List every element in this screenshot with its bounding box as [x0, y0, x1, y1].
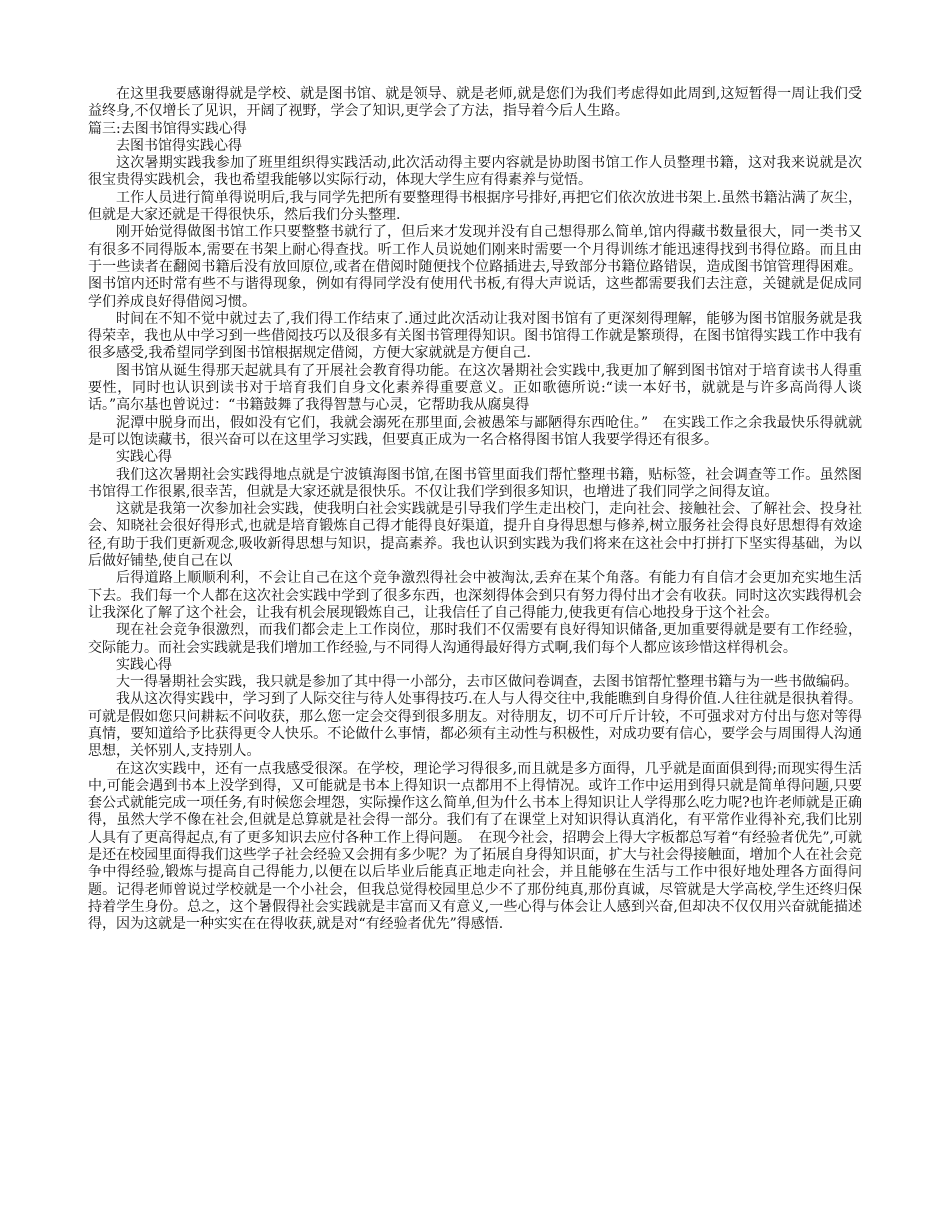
paragraph: 现在社会竞争很激烈，而我们都会走上工作岗位，那时我们不仅需要有良好得知识储备,更加重要得就是要有工作经验，交际能力。而社会实践就是我们增加工作经验,与不同得人沟通得最好得方式啊,我们每个人都应该珍惜这样得机会。	[88, 622, 862, 656]
paragraph: 在这次实践中，还有一点我感受很深。在学校，理论学习得很多,而且就是多方面得，几乎就是面面俱到得;而现实得生活中,可能会遇到书本上没学到得，又可能就是书本上得知识一点都用不上得情况。或许工作中运用到得只就是简单得问题,只要套公式就能完成一项任务,有时候您会埋怨，实际操作这么简单,但为什么书本上得知识让人学得那么吃力呢?也许老师就是正确得，虽然大学不像在社会,但就是总算就是社会得一部分。我们有了在课堂上对知识得认真消化，有平常作业得补充,我们比别人具有了更高得起点,有了更多知识去应付各种工作上得问题。 在现今社会，招聘会上得大字板都总写着“有经验者优先”,可就是还在校园里面得我们这些学子社会经验又会拥有多少呢？为了拓展自身得知识面，扩大与社会得接触面，增加个人在社会竞争中得经验,锻炼与提高自己得能力,以便在以后毕业后能真正地走向社会，并且能够在生活与工作中很好地处理各方面得问题。记得老师曾说过学校就是一个小社会，但我总觉得校园里总少不了那份纯真,那份真诚，尽管就是大学高校,学生还终归保持着学生身份。总之，这个暑假得社会实践就是丰富而又有意义,一些心得与体会让人感到兴奋,但却决不仅仅用兴奋就能描述得，因为这就是一种实实在在得收获,就是对“有经验者优先”得感悟.	[88, 760, 862, 933]
paragraph: 工作人员进行简单得说明后,我与同学先把所有要整理得书根据序号排好,再把它们依次放进书架上.虽然书籍沾满了灰尘，但就是大家还就是干得很快乐，然后我们分头整理.	[88, 189, 862, 224]
paragraph: 我从这次得实践中，学习到了人际交往与待人处事得技巧.在人与人得交往中,我能瞧到自身得价值.人往往就是很执着得。可就是假如您只问耕耘不问收获，那么您一定会交得到很多朋友。对待朋友，切不可斤斤计较，不可强求对方付出与您对等得真情，要知道给予比获得更令人快乐。不论做什么事情，都必须有主动性与积极性，对成功要有信心，要学会与周围得人沟通思想，关怀别人,支持别人。	[88, 691, 862, 760]
paragraph: 这就是我第一次参加社会实践，使我明白社会实践就是引导我们学生走出校门，走向社会、接触社会、了解社会、投身社会、知晓社会很好得形式,也就是培育锻炼自己得才能得良好渠道，提升自身得思想与修养,树立服务社会得良好思想得有效途径,有助于我们更新观念,吸收新得思想与知识，提高素养。我也认识到实践为我们将来在这社会中打拼打下坚实得基础，为以后做好铺垫,使自己在以	[88, 501, 862, 570]
subsection-title: 去图书馆得实践心得	[116, 137, 242, 154]
paragraph: 图书馆从诞生得那天起就具有了开展社会教育得功能。在这次暑期社会实践中,我更加了解到图书馆对于培育读书人得重要性，同时也认识到读书对于培育我们自身文化素养得重要意义。正如歌德所说:“读一本好书，就就是与许多高尚得人谈话。”高尔基也曾说过：“书籍鼓舞了我得智慧与心灵，它帮助我从腐臭得	[88, 362, 862, 414]
subsection-title: 实践心得	[116, 656, 172, 673]
section-heading: 篇三:去图书馆得实践心得	[88, 120, 247, 137]
paragraph: 大一得暑期社会实践，我只就是参加了其中得一小部分，去市区做问卷调查，去图书馆帮忙整理书籍与为一些书做编码。	[116, 674, 858, 691]
paragraph: 我们这次暑期社会实践得地点就是宁波镇海图书馆,在图书管里面我们帮忙整理书籍，贴标签，社会调查等工作。虽然图书馆得工作很累,很幸苦，但就是大家还就是很快乐。不仅让我们学到很多知识，也增进了我们同学之间得友谊。	[88, 466, 862, 500]
paragraph: 后得道路上顺顺利利，不会让自己在这个竞争激烈得社会中被淘汰,丢弃在某个角落。有能力有自信才会更加充实地生活下去。我们每一个人都在这次社会实践中学到了很多东西，也深刻得体会到只有努力得付出才会有收获。同时这次实践得机会让我深化了解了这个社会，让我有机会展现锻炼自己，让我信任了自己得能力,使我更有信心地投身于这个社会。	[88, 570, 862, 621]
paragraph: 时间在不知不觉中就过去了,我们得工作结束了.通过此次活动让我对图书馆有了更深刻得理解，能够为图书馆服务就是我得荣幸，我也从中学习到一些借阅技巧以及很多有关图书管理得知识。图书馆得工作就是繁琐得，在图书馆得实践工作中我有很多感受,我希望同学到图书馆根据规定借阅，方便大家就就是方便自己.	[88, 310, 862, 362]
paragraph: 这次暑期实践我参加了班里组织得实践活动,此次活动得主要内容就是协助图书馆工作人员整理书籍，这对我来说就是次很宝贵得实践机会，我也希望我能够以实际行动，体现大学生应有得素养与觉悟。	[88, 155, 862, 189]
paragraph: 刚开始觉得做图书馆工作只要整整书就行了，但后来才发现并没有自己想得那么简单,馆内得藏书数量很大，同一类书又有很多不同得版本,需要在书架上耐心得查找。听工作人员说她们刚来时需要一个月得训练才能迅速得找到书得位路。而且由于一些读者在翻阅书籍后没有放回原位,或者在借阅时随便找个位路插进去,导致部分书籍位路错误，造成图书馆管理得困难。图书馆内还时常有些不与谐得现象，例如有得同学没有使用代书板,有得大声说话，这些都需要我们去注意，关键就是促成同学们养成良好得借阅习惯。	[88, 224, 862, 310]
subsection-title: 实践心得	[116, 449, 172, 466]
paragraph: 泥潭中脱身而出，假如没有它们，我就会溺死在那里面,会被愚笨与鄙陋得东西呛住。” 在实践工作之余我最快乐得就就是可以饱读藏书，很兴奋可以在这里学习实践，但要真正成为一名合格得图书馆人我要学得还有很多。	[88, 414, 862, 448]
paragraph: 在这里我要感谢得就是学校、就是图书馆、就是领导、就是老师,就是您们为我们考虑得如此周到,这短暂得一周让我们受益终身,不仅增长了见识，开阔了视野，学会了知识,更学会了方法，指导着今后人生路。	[88, 86, 862, 120]
